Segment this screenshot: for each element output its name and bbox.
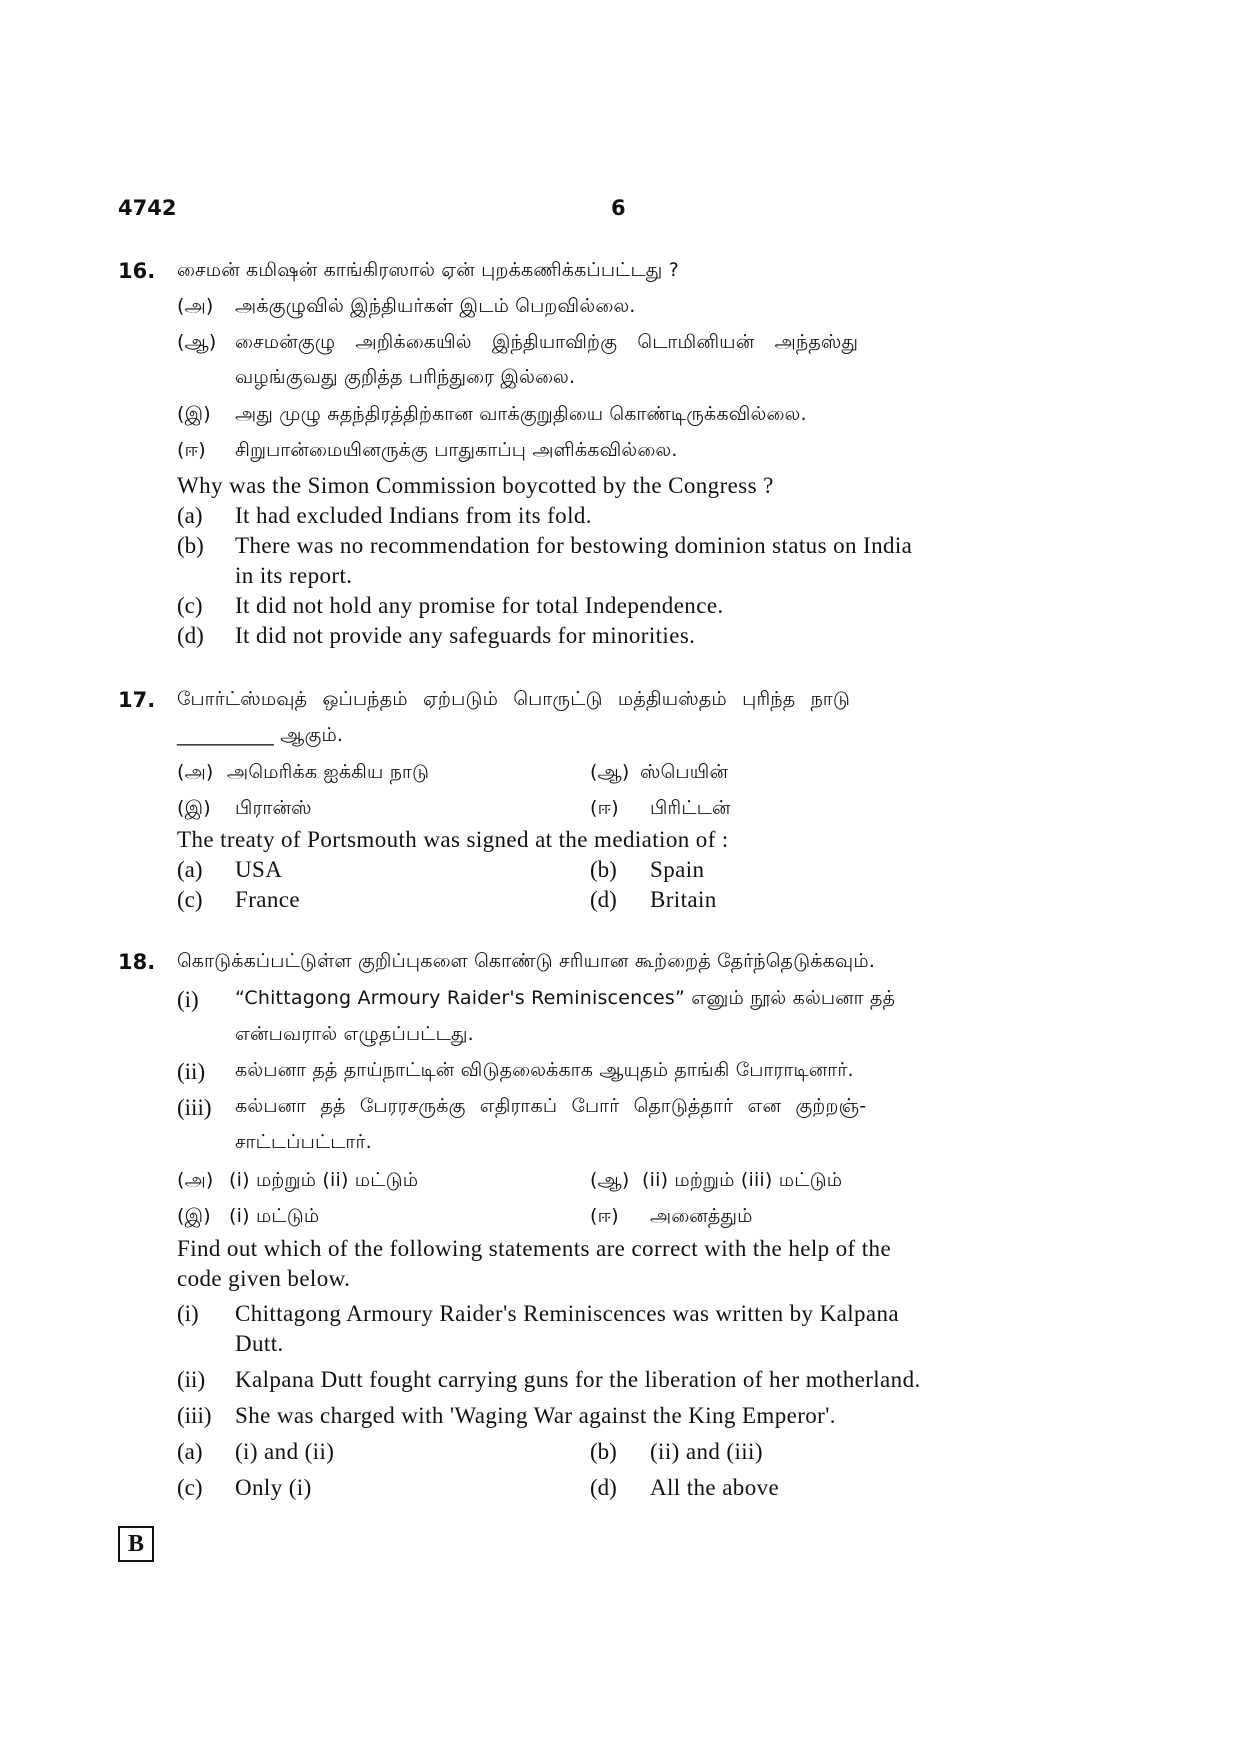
- tamil-statement-text-continued: சாட்டப்பட்டார்.: [235, 1131, 372, 1153]
- english-option-text: France: [235, 887, 300, 912]
- english-question-text: Why was the Simon Commission boycotted by the Congress ?: [177, 473, 774, 498]
- english-option-text: USA: [235, 857, 283, 882]
- tamil-option-label: (இ): [177, 403, 211, 425]
- english-question-text: Find out which of the following statements are correct with the help of the: [177, 1236, 892, 1261]
- tamil-statement-label: (ii): [177, 1059, 206, 1084]
- tamil-question-text-continued: __________ ஆகும்.: [177, 724, 344, 746]
- tamil-statement-text: கல்பனா தத் பேரரசருக்கு எதிராகப் போர் தொடுத்தார் என குற்றஞ்-: [235, 1095, 867, 1117]
- english-option-label: (c): [177, 1475, 203, 1500]
- english-option-text: There was no recommendation for bestowing dominion status on India: [235, 533, 913, 558]
- tamil-statement-label: (iii): [177, 1095, 212, 1120]
- english-option-text-continued: in its report.: [235, 563, 353, 588]
- tamil-option-text: அனைத்தும்: [650, 1205, 753, 1227]
- tamil-option-label: (ஆ): [590, 761, 630, 783]
- question-number: 16.: [118, 259, 156, 283]
- tamil-statement-text-continued: என்பவரால் எழுதப்பட்டது.: [235, 1023, 474, 1045]
- english-option-label: (a): [177, 857, 203, 882]
- tamil-option-text: பிரிட்டன்: [650, 797, 731, 819]
- english-option-label: (a): [177, 1439, 203, 1464]
- tamil-option-label: (ஆ): [177, 331, 217, 353]
- english-option-text: Spain: [650, 857, 705, 882]
- tamil-option-text: அக்குழுவில் இந்தியர்கள் இடம் பெறவில்லை.: [235, 295, 636, 317]
- tamil-option-text: (i) மட்டும்: [229, 1205, 320, 1227]
- english-statement-text-continued: Dutt.: [235, 1331, 284, 1356]
- tamil-option-text: அது முழு சுதந்திரத்திற்கான வாக்குறுதியை கொண்டிருக்கவில்லை.: [235, 403, 807, 425]
- english-option-label: (c): [177, 887, 203, 912]
- tamil-option-label: (அ): [177, 1169, 214, 1191]
- tamil-option-label: (இ): [177, 797, 211, 819]
- english-option-label: (d): [590, 1475, 617, 1500]
- tamil-option-text: சிறுபான்மையினருக்கு பாதுகாப்பு அளிக்கவில்லை.: [235, 439, 678, 461]
- tamil-statement-text: கல்பனா தத் தாய்நாட்டின் விடுதலைக்காக ஆயுதம் தாங்கி போராடினார்.: [235, 1059, 854, 1081]
- english-option-label: (b): [590, 857, 617, 882]
- question-number: 18.: [118, 950, 156, 974]
- english-option-text: (i) and (ii): [235, 1439, 335, 1464]
- tamil-statement-label: (i): [177, 987, 199, 1012]
- tamil-option-text: பிரான்ஸ்: [235, 797, 312, 819]
- english-option-text: All the above: [650, 1475, 780, 1500]
- english-option-text: (ii) and (iii): [650, 1439, 763, 1464]
- tamil-option-text: ஸ்பெயின்: [640, 761, 729, 783]
- tamil-option-text-continued: வழங்குவது குறித்த பரிந்துரை இல்லை.: [235, 366, 576, 388]
- english-option-label: (d): [177, 623, 204, 648]
- tamil-option-label: (ஆ): [590, 1169, 630, 1191]
- tamil-option-label: (ஈ): [590, 1205, 619, 1227]
- english-option-label: (b): [590, 1439, 617, 1464]
- english-option-text: It had excluded Indians from its fold.: [235, 503, 592, 528]
- question-number: 17.: [118, 688, 156, 712]
- english-option-label: (a): [177, 503, 203, 528]
- english-statement-text: She was charged with 'Waging War against the King Emperor'.: [235, 1403, 836, 1428]
- english-statement-label: (iii): [177, 1403, 212, 1428]
- tamil-option-label: (ஈ): [177, 439, 206, 461]
- tamil-question-text: சைமன் கமிஷன் காங்கிரஸால் ஏன் புறக்கணிக்கப்பட்டது ?: [177, 259, 680, 281]
- english-statement-label: (i): [177, 1301, 199, 1326]
- english-option-text: It did not hold any promise for total Independence.: [235, 593, 724, 618]
- tamil-statement-text: “Chittagong Armoury Raider's Reminiscences” எனும் நூல் கல்பனா தத்: [235, 987, 896, 1009]
- english-option-label: (c): [177, 593, 203, 618]
- tamil-option-label: (இ): [177, 1205, 211, 1227]
- english-statement-text: Kalpana Dutt fought carrying guns for the liberation of her motherland.: [235, 1367, 921, 1392]
- paper-code: 4742: [118, 196, 177, 220]
- tamil-question-text: போர்ட்ஸ்மவுத் ஒப்பந்தம் ஏற்படும் பொருட்டு மத்தியஸ்தம் புரிந்த நாடு: [177, 688, 851, 710]
- page-number: 6: [611, 196, 626, 220]
- english-option-label: (d): [590, 887, 617, 912]
- english-question-text-continued: code given below.: [177, 1266, 351, 1291]
- tamil-option-text: (i) மற்றும் (ii) மட்டும்: [229, 1169, 419, 1191]
- tamil-option-label: (அ): [177, 295, 214, 317]
- tamil-option-text: சைமன்குழு அறிக்கையில் இந்தியாவிற்கு டொமினியன் அந்தஸ்து: [235, 331, 859, 353]
- tamil-option-text: (ii) மற்றும் (iii) மட்டும்: [642, 1169, 843, 1191]
- english-option-text: Only (i): [235, 1475, 312, 1500]
- tamil-question-text: கொடுக்கப்பட்டுள்ள குறிப்புகளை கொண்டு சரியான கூற்றைத் தேர்ந்தெடுக்கவும்.: [177, 950, 876, 972]
- english-option-text: It did not provide any safeguards for minorities.: [235, 623, 696, 648]
- english-statement-label: (ii): [177, 1367, 206, 1392]
- english-option-label: (b): [177, 533, 204, 558]
- english-option-text: Britain: [650, 887, 717, 912]
- english-question-text: The treaty of Portsmouth was signed at the mediation of :: [177, 827, 729, 852]
- tamil-option-text: அமெரிக்க ஐக்கிய நாடு: [227, 761, 430, 783]
- booklet-series-box: B: [118, 1526, 154, 1562]
- tamil-option-label: (அ): [177, 761, 214, 783]
- tamil-option-label: (ஈ): [590, 797, 619, 819]
- english-statement-text: Chittagong Armoury Raider's Reminiscences was written by Kalpana: [235, 1301, 900, 1326]
